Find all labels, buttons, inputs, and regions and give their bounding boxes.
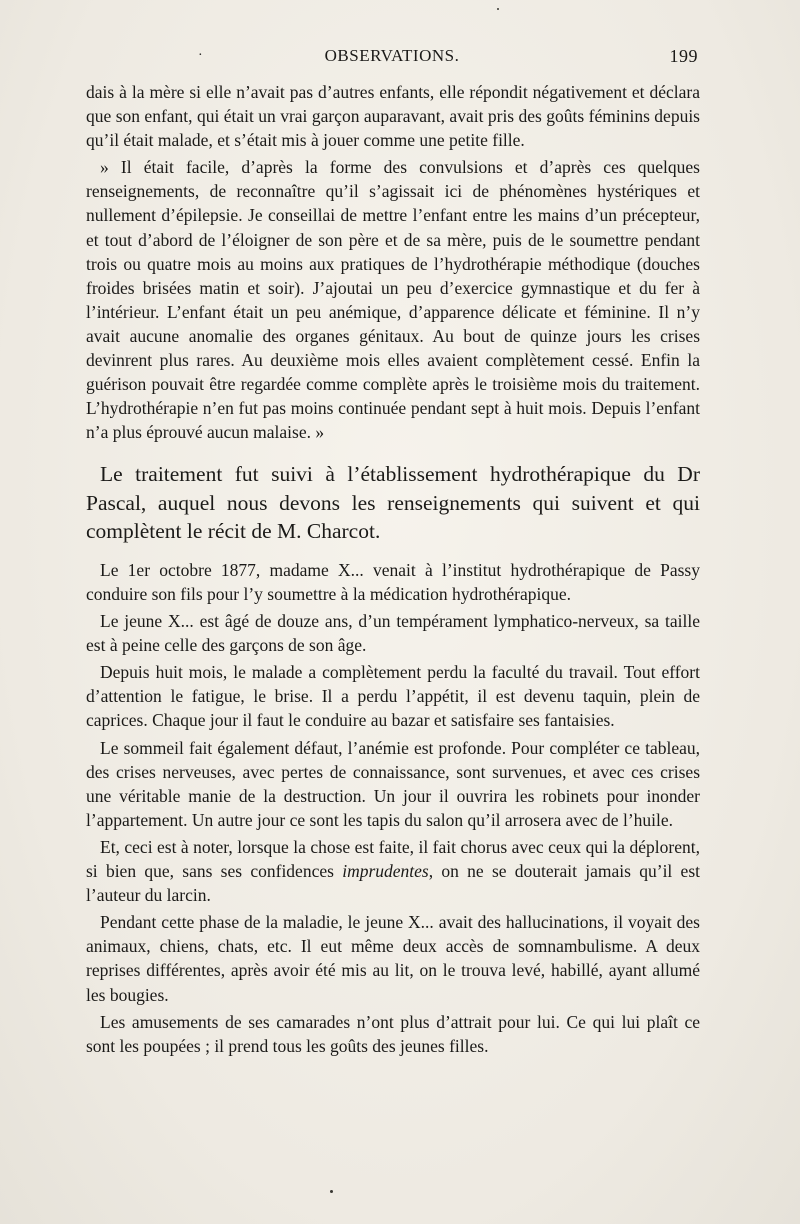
italic-word: imprudentes xyxy=(342,861,429,882)
text-run: , on ne se douterait jamais qu’il est l’auteur du larcin. xyxy=(86,861,701,906)
paragraph-charcot-quote: » Il était facile, d’après la forme des convulsions et d’après ces quelques renseignements, de reconnaître qu’il s’agissait ici de phénomènes hystériques et nullement d’épilepsie. Je conseillai de mettre l’enfant entre les mains d’un précepteur, et tout d’abord de l’éloigner de son père et de sa mère, puis de le soumettre pendant trois ou quatre mois au moins aux pratiques de l’hydrothérapie méthodique (douches froides brisées matin et soir). J’ajoutai un peu d’exercice gymnastique et du fer à l’intérieur. L’enfant était un peu anémique, d’apparence délicate et féminine. Il n’y avait aucune anomalie des organes génitaux. Au bout de quinze jours les crises devinrent plus rares. Au deuxième mois elles avaient complètement cessé. Enfin la guérison pouvait être regardée comme complète après le troisième mois du traitement. L’hydrothérapie n’en fut pas moins continuée pendant sept à huit mois. Depuis l’enfant n’a plus éprouvé aucun malaise. » xyxy=(86,157,700,443)
running-title: OBSERVATIONS. xyxy=(324,46,460,65)
paragraph-amusements: Les amusements de ses camarades n’ont plus d’attrait pour lui. Ce qui lui plaît ce sont les poupées ; il prend tous les goûts des jeunes filles. xyxy=(86,1011,700,1056)
page-number: 199 xyxy=(669,46,698,66)
paper-speck xyxy=(330,1190,333,1193)
paper-speck xyxy=(497,8,499,10)
paragraph-admission: Le 1er octobre 1877, madame X... venait à l’institut hydrothérapique de Passy conduire son fils pour l’y soumettre à la médication hydrothérapique. xyxy=(86,559,700,604)
running-head xyxy=(86,46,698,72)
header-ornament: · xyxy=(198,48,204,63)
paragraph-symptoms: Depuis huit mois, le malade a complètement perdu la faculté du travail. Tout effort d’attention le fatigue, le brise. Il a perdu l’appétit, il est devenu taquin, plein de caprices. Chaque jour il faut le conduire au bazar et satisfaire ses fantaisies. xyxy=(86,662,700,731)
page-body xyxy=(86,80,700,1058)
paragraph-continuation: dais à la mère si elle n’avait pas d’autres enfants, elle répondit négativement et déclara que son enfant, qui était un vrai garçon auparavant, avait pris des goûts féminins depuis qu’il était malade, et s’était mis à jouer comme une petite fille. xyxy=(86,82,700,151)
paragraph-patient-age: Le jeune X... est âgé de douze ans, d’un tempérament lymphatico-nerveux, sa taille est à peine celle des garçons de son âge. xyxy=(86,611,700,656)
paragraph-hallucinations: Pendant cette phase de la maladie, le jeune X... avait des hallucinations, il voyait des animaux, chiens, chats, etc. Il eut même deux accès de somnambulisme. A deux reprises différentes, après avoir été mis au lit, on le trouva levé, habillé, ayant allumé les bougies. xyxy=(86,912,700,1005)
text-run: Et, ceci est à noter, lorsque la chose est faite, il fait chorus avec ceux qui la déplorent, si bien que, sans ses confidences xyxy=(86,836,700,882)
paragraph-confidences xyxy=(86,835,700,907)
paragraph-crises: Le sommeil fait également défaut, l’anémie est profonde. Pour compléter ce tableau, des crises nerveuses, avec pertes de connaissance, sont survenues, et avec ces crises une véritable manie de la destruction. Un jour il ouvrira les robinets pour inonder l’appartement. Un autre jour ce sont les tapis du salon qu’il arrosera avec de l’huile. xyxy=(86,737,700,830)
paragraph-lead: Le traitement fut suivi à l’établissement hydrothérapique du Dr Pascal, auquel nous devons les renseignements qui suivent et qui complètent le récit de M. Charcot. xyxy=(86,462,700,544)
